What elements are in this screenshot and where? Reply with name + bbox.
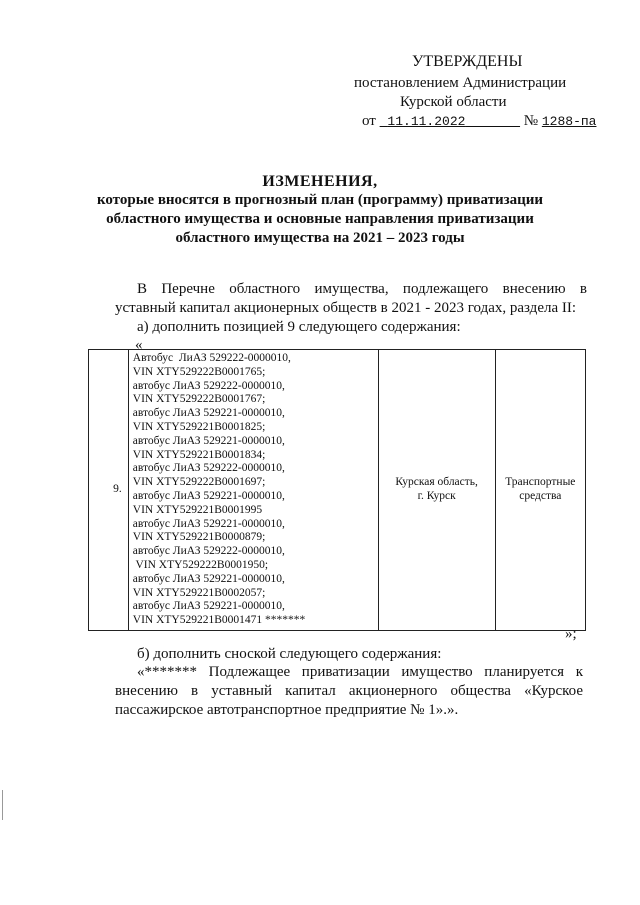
table-item-line: VIN XTY529221B0001471 ******* — [132, 614, 306, 627]
row-number: 9. — [89, 350, 129, 631]
type-cell — [495, 350, 585, 631]
table-row — [89, 350, 586, 631]
close-quote: »; — [565, 626, 577, 642]
paragraph-4-line-3: пассажирское автотранспортное предприятие № 1».». — [115, 702, 459, 718]
table-item-line: VIN XTY529222B0001950; — [132, 558, 269, 571]
table-item-line: VIN XTY529222B0001765; — [132, 365, 266, 378]
open-quote: « — [135, 337, 143, 353]
approval-date: 11.11.2022 — [387, 114, 466, 129]
table-item-line: автобус ЛиАЗ 529222-0000010, — [132, 379, 285, 392]
approval-title: УТВЕРЖДЕНЫ — [412, 53, 523, 70]
heading-line-1: которые вносятся в прогнозный план (программу) приватизации — [96, 192, 544, 208]
table-item-line: VIN XTY529221B0001995 — [132, 503, 263, 516]
approval-date-line — [362, 112, 596, 131]
date-prefix: от — [362, 113, 376, 129]
paragraph-3: б) дополнить сноской следующего содержания: — [137, 646, 442, 662]
table-item-line: Автобус ЛиАЗ 529222-0000010, — [132, 352, 291, 364]
scan-edge-mark — [2, 790, 3, 820]
table-item-line: VIN XTY529221B0001825; — [132, 420, 266, 433]
paragraph-1-line-1: В Перечне областного имущества, подлежащего внесению в — [137, 281, 587, 297]
table-item-line: VIN XTY529221B0000879; — [132, 531, 266, 544]
location-line-1: Курская область, — [395, 476, 478, 489]
table-item-line: автобус ЛиАЗ 529222-0000010, — [132, 545, 285, 558]
table-item-line: VIN XTY529222B0001697; — [132, 476, 266, 489]
paragraph-4 — [115, 663, 583, 720]
table-item-line: автобус ЛиАЗ 529221-0000010, — [132, 407, 285, 420]
heading-line-2: областного имущества и основные направления приватизации — [106, 211, 534, 227]
heading-title: ИЗМЕНЕНИЯ, — [262, 173, 378, 190]
paragraph-4-line-1: «******* Подлежащее приватизации имущество планируется к — [137, 664, 583, 680]
paragraph-1-line-2: уставный капитал акционерных обществ в 2021 - 2023 годах, раздела II: — [115, 300, 577, 316]
approval-line-1: постановлением Администрации — [354, 75, 567, 91]
table-item-line: автобус ЛиАЗ 529221-0000010, — [132, 600, 285, 613]
table-item-line: VIN XTY529221B0001834; — [132, 448, 266, 461]
type-line-2: средства — [519, 489, 562, 502]
paragraph-2: а) дополнить позицией 9 следующего содержания: — [137, 319, 461, 335]
type-line-1: Транспортные — [505, 476, 576, 489]
approval-line-2: Курской области — [400, 94, 507, 110]
position-table — [88, 349, 586, 631]
location-cell — [378, 350, 495, 631]
table-item-line: VIN XTY529222B0001767; — [132, 393, 266, 406]
table-item-line: VIN XTY529221B0002057; — [132, 586, 266, 599]
approval-number: 1288-па — [541, 114, 597, 129]
document-heading — [90, 172, 550, 248]
items-cell — [128, 350, 378, 631]
table-item-line: автобус ЛиАЗ 529221-0000010, — [132, 572, 285, 585]
heading-line-3: областного имущества на 2021 – 2023 годы — [175, 230, 465, 246]
paragraph-4-line-2: внесению в уставный капитал акционерного общества «Курское — [115, 683, 583, 699]
table-item-line: автобус ЛиАЗ 529222-0000010, — [132, 462, 285, 475]
location-line-2: г. Курск — [417, 489, 456, 502]
table-item-line: автобус ЛиАЗ 529221-0000010, — [132, 489, 285, 502]
table-item-line: автобус ЛиАЗ 529221-0000010, — [132, 517, 285, 530]
number-prefix: № — [523, 113, 539, 129]
table-item-line: автобус ЛиАЗ 529221-0000010, — [132, 434, 285, 447]
